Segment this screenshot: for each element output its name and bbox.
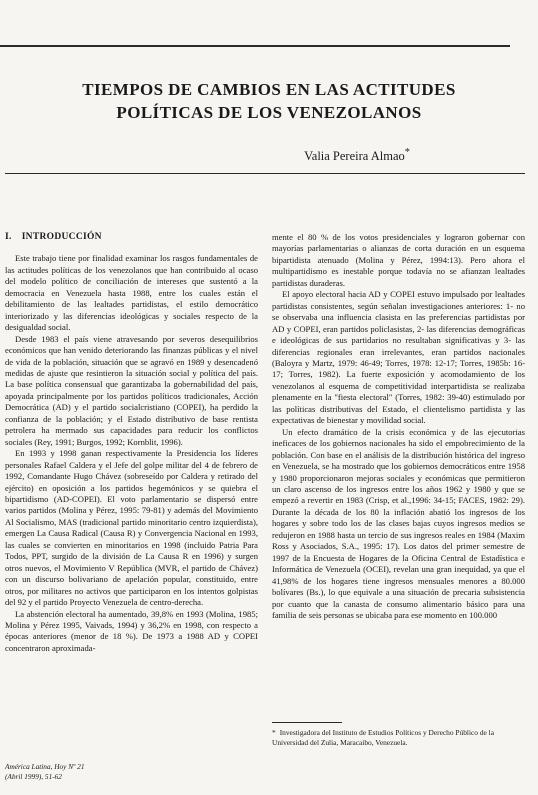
footnote-mark: * (272, 728, 276, 737)
title-line-2: POLÍTICAS DE LOS VENEZOLANOS (116, 103, 422, 122)
paragraph: Un efecto dramático de la crisis económica y de las ejecutorias ineficaces de los gobiernos nacionales ha sido el empobrecimiento de la población. Con base en el análisis de la distribución histórica del ingreso en Venezuela, se ha mostrado que los gobiernos democráticos entre 1958 y 1980 proporcionaron mejoras sociales y económicas que permitieron un claro ascenso de los ingresos entre los años 1962 y 1980 y que se empezó a revertir en 1983 (Crisp, et al.,1996: 34-15; FACES, 1982: 29). Durante la década de los 80 la inflación abatió los ingresos de los hogares y sobre todo los de las clases bajas cuyos ingresos medios se redujeron en 1988 hasta un tercio de sus ingresos reales en 1984 (Maxim Ross y Asociados, S.A., 1995: 17). Los datos del primer semestre de 1997 de la Encuesta de Hogares de la Oficina Central de Estadística e Informática de Venezuela (OCEI), revelan una gran inequidad, ya que el 41,98% de los hogares tiene ingresos mensuales menores a 80.000 bolívares (Bs.), lo que equivale a una situación de precaria subsistencia por cuanto que la canasta de consumo alimentario básico para una familia de seis personas se ubicaba para ese momento en 100.000 (272, 426, 525, 620)
paragraph: En 1993 y 1998 ganan respectivamente la Presidencia los líderes personales Rafael Caldera y el Jefe del golpe militar del 4 de febrero de 1992, Comandante Hugo Chávez (sobreseído por Caldera y retirado del ejército) en oposición a los partidos hegemónicos y se quiebra el bipartidismo (AD-COPEI). El voto parlamentario se dispersó entre varios partidos (Molina y Pérez, 1995: 79-81) y además del Movimiento Al Socialismo, MAS (tradicional partido minoritario centro izquierdista), emergen La Causa Radical (Causa R) y Convergencia Nacional en 1993, las cuales se convierten en minoritarios en 1998 (incluido Patria Para Todos, PPT, surgido de la división de La Causa R en 1996) y surgen otros nuevos, el Movimiento V República (MVR, el partido de Chávez) con un discurso bolivariano de apelación popular, constituido, entre otros, por militares no activos que participaron en los intentos golpistas del 92 y el partido Proyecto Venezuela de centro-derecha. (5, 448, 258, 608)
paragraph: El apoyo electoral hacia AD y COPEI estuvo impulsado por lealtades partidistas consistentes, según señalan investigaciones anteriores: 1- no se observaba una influencia clasista en las preferencias partidistas por AD y COPEI, eran partidos policlasistas, 2- las diferencias demográficas e ideológicas de sus partidarios no resultaban significativas y 3- las diferencias regionales eran irrelevantes, eran partidos nacionales (Baloyra y Martz, 1979: 46-49; Torres, 1978: 12-17; Torres, 1985b: 16-17; Torres, 1982). La fuerte exposición y acomodamiento de los venezolanos al esquema de competitividad interpartidista se realizaba plenamente en la "fiesta electoral" (Torres, 1982: 39-40) estimulado por las políticas distributivas del Estado, el clientelismo partidista y las expectativas de bienestar y movilidad social. (272, 289, 525, 426)
paragraph: Este trabajo tiene por finalidad examinar los rasgos fundamentales de las actitudes políticas de los venezolanos que han contribuido al ocaso del modelo político de conciliación de intereses que sustentó a la democracia en Venezuela hasta 1988, entre los cuales están el debilitamiento de las lealtades partidistas, el estilo democrático interiorizado y las diferencias ideológicas y sociales respecto de la desigualdad social. (5, 253, 258, 333)
author-footnote-mark: * (404, 147, 410, 158)
journal-citation (5, 762, 84, 782)
section-number: I. (5, 232, 12, 242)
section-heading (5, 232, 258, 243)
paragraph: La abstención electoral ha aumentado, 39,8% en 1993 (Molina, 1985; Molina y Pérez 1995, Vaivads, 1994) y 36,2% en 1998, con respecto a épocas anteriores (menor de 18 %). De 1973 a 1988 AD y COPEI concentraron aproximada- (5, 608, 258, 653)
header-rule (5, 173, 525, 174)
paragraph: mente el 80 % de los votos presidenciales y lograron gobernar con mayorías parlamentarias o alianzas de corta duración en un esquema bipartidista atenuado (Molina y Pérez, 1994:13). Pero ahora el multipartidismo es inestable porque todavía no se afianzan lealtades partidistas duraderas. (272, 232, 525, 288)
paragraph: Desde 1983 el país viene atravesando por severos desequilibrios económicos que han venido deteriorando las finanzas públicas y el nivel de vida de la población, situación que se agravó en 1989 y desencadenó medidas de ajuste que resintieron la situación social y política del país. La base política consensual que garantizaba la gobernabilidad del país, apoyada principalmente por los partidos políticos tradicionales, Acción Democrática (AD) y el partido socialcristiano (COPEI), ha perdido la confianza de la población; y el Estado distributivo de base rentista petrolera ha mermado sus capacidades para reducir los conflictos sociales (Rey, 1991; Burgos, 1992; Kornblit, 1996). (5, 333, 258, 447)
title-line-1: TIEMPOS DE CAMBIOS EN LAS ACTITUDES (82, 80, 456, 99)
footnote (272, 728, 525, 748)
footnote-rule (272, 722, 342, 723)
right-column (272, 232, 525, 621)
author-line (0, 147, 530, 164)
author-name: Valia Pereira Almao (304, 149, 405, 164)
article-title (0, 78, 538, 124)
footnote-text: Investigadora del Instituto de Estudios Políticos y Derecho Público de la Universidad del Zulia, Maracaibo, Venezuela. (272, 728, 494, 747)
left-column (5, 232, 258, 654)
top-rule (0, 45, 510, 47)
journal-line-2: (Abril 1999), 51-62 (5, 772, 62, 781)
journal-line-1: América Latina, Hoy Nº 21 (5, 762, 85, 771)
section-title: INTRODUCCIÓN (21, 232, 102, 242)
